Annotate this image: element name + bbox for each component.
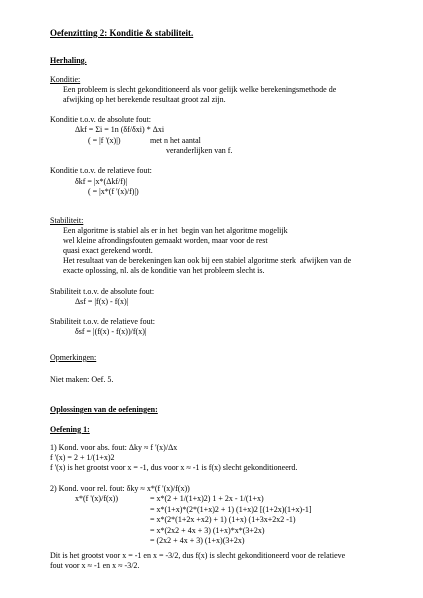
- abs-stabiliteit-heading: Stabiliteit t.o.v. de absolute fout:: [50, 287, 155, 296]
- part-1-line: f '(x) = 2 + 1/(1+x)2: [50, 453, 115, 462]
- stabiliteit-text-line: Een algoritme is stabiel als er in het begin van het algoritme mogelijk: [63, 226, 288, 235]
- part-2-lhs: x*(f '(x)/f(x)): [75, 494, 118, 503]
- abs-stabiliteit-formula: Δsf = |f(x) - f(x)|: [75, 297, 129, 306]
- herhaling-heading: Herhaling.: [50, 56, 87, 65]
- rel-konditie-formula: δkf = |x*(Δkf/f)|: [75, 177, 128, 186]
- part-2-rhs-line: = (2x2 + 4x + 3) (1+x)(3+2x): [150, 536, 245, 545]
- part-2-line: 2) Kond. voor rel. fout: δky ≈ x*(f '(x)/f(x)): [50, 484, 190, 493]
- part-1-line: f '(x) is het grootst voor x = -1, dus voor x ≈ -1 is f(x) slecht gekonditioneerd.: [50, 463, 298, 472]
- conclusion-line: fout voor x ≈ -1 en x ≈ -3/2.: [50, 561, 140, 570]
- abs-konditie-note: met n het aantal: [150, 136, 201, 145]
- part-2-rhs-line: = x*(2 + 1/(1+x)2) 1 + 2x - 1/(1+x): [150, 494, 264, 503]
- opmerkingen-text: Niet maken: Oef. 5.: [50, 375, 114, 384]
- oplossingen-heading: Oplossingen van de oefeningen:: [50, 405, 158, 414]
- oefening-1-heading: Oefening 1:: [50, 425, 90, 434]
- rel-konditie-heading: Konditie t.o.v. de relatieve fout:: [50, 166, 152, 175]
- stabiliteit-text-line: Het resultaat van de berekeningen kan ook bij een stabiel algoritme sterk afwijken van de: [63, 256, 352, 265]
- konditie-text-line: Een probleem is slecht gekonditioneerd als voor gelijk welke berekeningsmethode de: [63, 85, 337, 94]
- part-2-rhs-line: = x*(2*(1+2x +x2) + 1) (1+x) (1+3x+2x2 -1): [150, 515, 296, 524]
- abs-konditie-note: veranderlijken van f.: [166, 146, 233, 155]
- stabiliteit-text-line: exacte oplossing, nl. als de konditie van het probleem slecht is.: [63, 266, 265, 275]
- abs-konditie-formula: Δkf = Σi = 1n (δf/δxi) * Δxi: [75, 125, 165, 134]
- rel-stabiliteit-formula: δsf = |(f(x) - f(x))/f(x)|: [75, 327, 147, 336]
- abs-konditie-heading: Konditie t.o.v. de absolute fout:: [50, 115, 152, 124]
- abs-konditie-formula: ( = |f '(x)|): [88, 136, 121, 145]
- opmerkingen-heading: Opmerkingen:: [50, 353, 97, 362]
- rel-konditie-formula: ( = |x*(f '(x)/f)|): [88, 187, 139, 196]
- stabiliteit-heading: Stabiliteit:: [50, 216, 84, 225]
- conclusion-line: Dit is het grootst voor x = -1 en x = -3/2, dus f(x) is slecht gekonditioneerd voor de relatieve: [50, 551, 346, 560]
- rel-stabiliteit-heading: Stabiliteit t.o.v. de relatieve fout:: [50, 317, 156, 326]
- document-title: Oefenzitting 2: Konditie & stabiliteit.: [50, 28, 194, 38]
- part-2-rhs-line: = x*(2x2 + 4x + 3) (1+x)*x*(3+2x): [150, 526, 265, 535]
- part-1-line: 1) Kond. voor abs. fout: Δky ≈ f '(x)/Δx: [50, 443, 178, 452]
- stabiliteit-text-line: wel kleine afrondingsfouten gemaakt worden, maar voor de rest: [63, 236, 268, 245]
- konditie-text-line: afwijking op het berekende resultaat groot zal zijn.: [63, 95, 226, 104]
- konditie-heading: Konditie:: [50, 75, 81, 84]
- stabiliteit-text-line: quasi exact gerekend wordt.: [63, 246, 153, 255]
- part-2-rhs-line: = x*(1+x)*(2*(1+x)2 + 1) (1+x)2 [(1+2x)(1+x)-1]: [150, 505, 312, 514]
